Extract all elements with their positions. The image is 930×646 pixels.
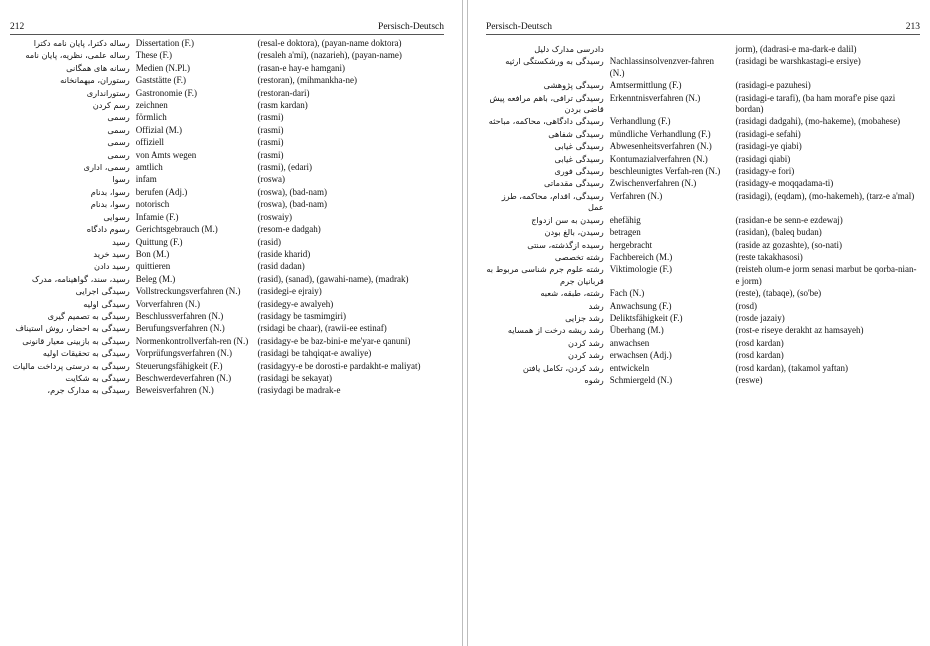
german-term: Beschlussverfahren (N.) [135,310,224,321]
persian-term: رسیدگی شفاهی [548,128,604,139]
transliteration: (rasidagyy-e be dorosti-e pardakht-e maliyat) [257,360,421,371]
dictionary-entry [486,93,920,116]
german-term: amtlich [135,162,163,173]
persian-term: رشد جزایی [565,312,604,323]
german-term: Beweisverfahren (N.) [135,385,214,396]
persian-term: رسانه های همگانی [66,62,130,73]
book-gutter [461,0,469,646]
persian-term: رسمی [107,149,130,160]
transliteration: (rosde jazaiy) [735,312,785,323]
persian-term: رسید خرید [93,248,130,259]
german-term: Deliktsfähigkeit (F.) [609,312,683,323]
dictionary-entry [10,199,444,210]
dictionary-entry [10,348,444,359]
dictionary-entry [486,338,920,349]
persian-term: رسیدگی غیابی [554,153,604,164]
transliteration: (rasidagi), (eqdam), (mo-hakemeh), (tarz-e a'mal) [735,190,915,201]
running-head: Persisch-Deutsch [486,22,552,32]
transliteration: (reswe) [735,374,763,385]
german-term: mündliche Verhandlung (F.) [609,128,711,139]
persian-term: رشته، طبقه، شعبه [540,288,604,299]
dictionary-entry [10,187,444,198]
german-term: Nachlassinsolvenzver-fahren (N.) [609,56,715,78]
page-number: 213 [905,22,920,32]
persian-term: رسید [112,236,130,247]
dictionary-entry [10,299,444,310]
persian-term: رسم کردن [92,100,130,111]
german-term: Anwachsung (F.) [609,300,672,311]
transliteration: (raside az gozashte), (so-nati) [735,239,842,250]
transliteration: (reisteh olum-e jorm senasi marbut be qorba-nian-e jorm) [735,264,917,286]
german-term: Kontumazialverfahren (N.) [609,153,708,164]
german-term: Gaststätte (F.) [135,75,187,86]
transliteration: (resaleh a'mi), (nazarieh), (payan-name) [257,50,402,61]
persian-term: رسیدگی به احضار، روش استیناف [15,323,130,334]
transliteration: (rasidan), (baleq budan) [735,227,822,238]
transliteration: (rasidegy-e awalyeh) [257,298,334,309]
transliteration: (rasiydagi be madrak-e [257,385,341,396]
entry-list [10,38,444,398]
dictionary-entry [10,112,444,123]
dictionary-entry [486,325,920,336]
german-term: anwachsen [609,337,650,348]
dictionary-entry [10,162,444,173]
transliteration: (rasid dadan) [257,261,305,272]
dictionary-entry [10,385,444,396]
german-term: Vorverfahren (N.) [135,298,201,309]
transliteration: (rasm kardan) [257,100,308,111]
transliteration: (roswa), (bad-nam) [257,186,327,197]
german-term: Offizial (M.) [135,124,183,135]
german-term: Verfahren (N.) [609,190,663,201]
transliteration: (rasidagi qiabi) [735,153,791,164]
right-page [476,0,930,646]
persian-term: رسوم دادگاه [86,224,130,235]
transliteration: (reste takakhasosi) [735,251,803,262]
persian-term: رسید، سند، گواهینامه، مدرک [31,273,130,284]
transliteration: (rasidagi-e sefahi) [735,128,801,139]
dictionary-entry [486,215,920,226]
dictionary-entry [10,249,444,260]
persian-term: رشته تخصصی [554,251,604,262]
german-term: offiziell [135,137,165,148]
dictionary-entry [10,125,444,136]
transliteration: (rasidan-e be senn-e ezdewaj) [735,214,843,225]
dictionary-entry [10,361,444,372]
german-term: Überhang (M.) [609,325,664,336]
german-term: Dissertation (F.) [135,38,195,48]
transliteration: (rosd kardan), (takamol yaftan) [735,362,848,373]
german-term: berufen (Adj.) [135,186,188,197]
persian-term: رسیدگی به شکایت [65,372,130,383]
dictionary-entry [486,240,920,251]
dictionary-entry [10,261,444,272]
persian-term: رسمی [107,124,130,135]
german-term: Fach (N.) [609,288,645,299]
transliteration: (rasmi), (edari) [257,162,313,173]
german-term: Abwesenheitsverfahren (N.) [609,141,712,152]
german-term: Gerichtsgebrauch (M.) [135,224,218,235]
transliteration: (raside kharid) [257,248,311,259]
dictionary-entry [486,154,920,165]
dictionary-entry [486,44,920,55]
persian-term: رسیدن به سن ازدواج [531,214,604,225]
persian-term: رسمی، اداری [83,162,130,173]
german-term: These (F.) [135,50,173,61]
dictionary-entry [486,301,920,312]
dictionary-entry [486,313,920,324]
dictionary-entry [10,150,444,161]
german-term: zeichnen [135,100,168,111]
dictionary-entry [10,212,444,223]
persian-term: رساله علمی، نظریه، پایان نامه [25,50,130,61]
german-term: Amtsermittlung (F.) [609,80,682,91]
persian-term: رسوایی [103,211,130,222]
persian-term: رشد کردن [567,350,604,361]
german-term: notorisch [135,199,170,210]
german-term: Beleg (M.) [135,273,176,284]
persian-term: رشد [588,300,604,311]
persian-term: رسیدگی به درستی پرداخت مالیات [12,360,130,371]
transliteration: (roswa), (bad-nam) [257,199,327,210]
dictionary-entry [486,363,920,374]
transliteration: (rost-e riseye derakht az hamsayeh) [735,325,864,336]
german-term: infam [135,174,157,185]
transliteration: (rasidagi be sekayat) [257,372,332,383]
transliteration: (reste), (tabaqe), (so'be) [735,288,822,299]
persian-term: رسیدگی مقدماتی [544,178,604,189]
dictionary-entry [10,224,444,235]
persian-term: رسوا [112,174,130,185]
persian-term: رسیدگی اجرایی [75,286,130,297]
transliteration: (rasidagi be tahqiqat-e awaliye) [257,348,372,359]
transliteration: (rasidagi dadgahi), (mo-hakeme), (mobahese) [735,116,901,127]
transliteration: (rasidagy-e be baz-bini-e me'yar-e qanuni) [257,335,411,346]
german-term: Steuerungsfähigkeit (F.) [135,360,223,371]
persian-term: رسیدگی فوری [554,166,604,177]
transliteration: (rosd kardan) [735,350,784,361]
german-term: Schmiergeld (N.) [609,374,673,385]
persian-term: رستوران، میهمانخانه [60,75,130,86]
german-term: Normenkontrollverfah-ren (N.) [135,335,249,346]
german-term: Beschwerdeverfahren (N.) [135,372,232,383]
dictionary-entry [10,137,444,148]
dictionary-entry [10,38,444,49]
dictionary-entry [486,264,920,287]
persian-term: رسوا، بدنام [90,199,130,210]
persian-term: رسیدگی به ورشکستگی ارثیه [505,56,604,67]
transliteration: (rasidagi be warshkastagi-e ersiye) [735,56,861,67]
dictionary-entry [10,75,444,86]
persian-term: رشد کردن، تکامل یافتن [522,362,604,373]
transliteration: (roswaiy) [257,211,293,222]
transliteration: (resal-e doktora), (payan-name doktora) [257,38,402,48]
german-term: Medien (N.Pl.) [135,62,190,73]
german-term: Bon (M.) [135,248,170,259]
persian-term: رسیدگی به مدارک جرم، [47,385,130,396]
dictionary-entry [486,350,920,361]
transliteration: jorm), (dadrasi-e ma-dark-e dalil) [735,44,857,54]
transliteration: (rasidagy be tasmimgiri) [257,310,347,321]
persian-term: رسیدگی دادگاهی، محاکمه، مباحثه [488,116,604,127]
dictionary-entry [486,252,920,263]
transliteration: (rasmi) [257,149,284,160]
german-term: Berufungsverfahren (N.) [135,323,225,334]
transliteration: (restoran), (mihmankha-ne) [257,75,357,86]
persian-term: رسیدگی به تصمیم گیری [47,310,130,321]
dictionary-entry [10,88,444,99]
transliteration: (rasmi) [257,137,284,148]
dictionary-entry [10,373,444,384]
german-term: hergebracht [609,239,653,250]
persian-term: رسیدن، بالغ بودن [544,227,604,238]
transliteration: (rosd kardan) [735,337,784,348]
persian-term: رسیدگی، اقدام، محاکمه، طرز عمل [501,190,604,213]
german-term: ehefähig [609,214,641,225]
dictionary-entry [10,274,444,285]
transliteration: (rasidagi-e tarafi), (ba ham moraf'e pise qazi bordan) [735,92,896,115]
persian-term: رسیده ازگذشته، سنتی [527,239,604,250]
persian-term: رشوه [584,374,604,385]
dictionary-entry [10,50,444,61]
persian-term: رساله دکترا، پایان نامه دکترا [33,38,130,48]
persian-term: رشد کردن [567,337,604,348]
transliteration: (roswa) [257,174,286,185]
persian-term: رسمی [107,112,130,123]
german-term: Zwischenverfahren (N.) [609,178,697,189]
transliteration: (rasidagi-ye qiabi) [735,141,802,152]
dictionary-entry [10,311,444,322]
left-page [0,0,454,646]
dictionary-entry [10,100,444,111]
transliteration: (rasid) [257,236,282,247]
german-term: Verhandlung (F.) [609,116,671,127]
transliteration: (resom-e dadgah) [257,224,321,235]
dictionary-entry [10,63,444,74]
german-term: Erkenntnisverfahren (N.) [609,92,701,103]
persian-term: رسیدگی پژوهشی [543,80,604,91]
german-term [604,44,730,55]
page-number: 212 [10,22,25,32]
german-term: erwachsen (Adj.) [609,350,672,361]
dictionary-entry [10,237,444,248]
persian-term: رسیدگی به بازبینی معیار قانونی [22,335,130,346]
dictionary-entry [10,336,444,347]
dictionary-entry [486,129,920,140]
persian-term: دادرسی مدارک دلیل [534,44,604,54]
transliteration: (rasid), (sanad), (gawahi-name), (madrak) [257,273,409,284]
transliteration: (rasidagi-e pazuhesi) [735,80,811,91]
dictionary-entry [486,178,920,189]
left-page-header [10,22,444,35]
persian-term: رسیدگی به تحقیقات اولیه [42,348,130,359]
transliteration: (rasidagy-e fori) [735,166,795,177]
dictionary-entry [486,375,920,386]
german-term: Infamie (F.) [135,211,179,222]
dictionary-entry [486,227,920,238]
right-page-header [486,22,920,35]
dictionary-entry [10,286,444,297]
entry-list [486,44,920,387]
german-term: Vollstreckungsverfahren (N.) [135,286,241,297]
transliteration: (rasmi) [257,112,284,123]
german-term: Fachbereich (M.) [609,251,673,262]
german-term: Viktimologie (F.) [609,264,673,275]
german-term: beschleunigtes Verfah-ren (N.) [609,166,721,177]
transliteration: (restoran-dari) [257,87,310,98]
transliteration: (rasidegi-e ejraiy) [257,286,322,297]
persian-term: رسیدگی غیابی [554,141,604,152]
dictionary-entry [486,80,920,91]
dictionary-entry [10,174,444,185]
transliteration: (rasan-e hay-e hamgani) [257,62,345,73]
persian-term: رسید دادن [93,261,130,272]
german-term: Vorprüfungsverfahren (N.) [135,348,233,359]
dictionary-entry [486,141,920,152]
persian-term: رشته علوم جرم شناسی مربوط به قربانیان جرم [486,264,604,286]
persian-term: رستورانداری [86,87,130,98]
german-term: entwickeln [609,362,650,373]
german-term: Gastronomie (F.) [135,87,198,98]
transliteration: (rosd) [735,300,757,311]
transliteration: (rasidagy-e moqqadama-ti) [735,178,834,189]
persian-term: رسوا، بدنام [90,186,130,197]
dictionary-entry [486,288,920,299]
german-term: quittieren [135,261,171,272]
german-term: förmlich [135,112,167,123]
running-head: Persisch-Deutsch [378,22,444,32]
german-term: Quittung (F.) [135,236,183,247]
dictionary-entry [486,166,920,177]
dictionary-entry [10,323,444,334]
transliteration: (rsidagi be chaar), (rawii-ee estinaf) [257,323,387,334]
persian-term: رسیدگی اولیه [83,298,130,309]
persian-term: رسیدگی ترافی، باهم مرافعه پیش قاضی بردن [489,92,604,115]
german-term: von Amts wegen [135,149,197,160]
persian-term: رشد ریشه درخت از همسایه [507,325,604,336]
german-term: betragen [609,227,641,238]
dictionary-entry [486,56,920,79]
transliteration: (rasmi) [257,124,284,135]
dictionary-entry [486,116,920,127]
dictionary-entry [486,191,920,214]
persian-term: رسمی [107,137,130,148]
